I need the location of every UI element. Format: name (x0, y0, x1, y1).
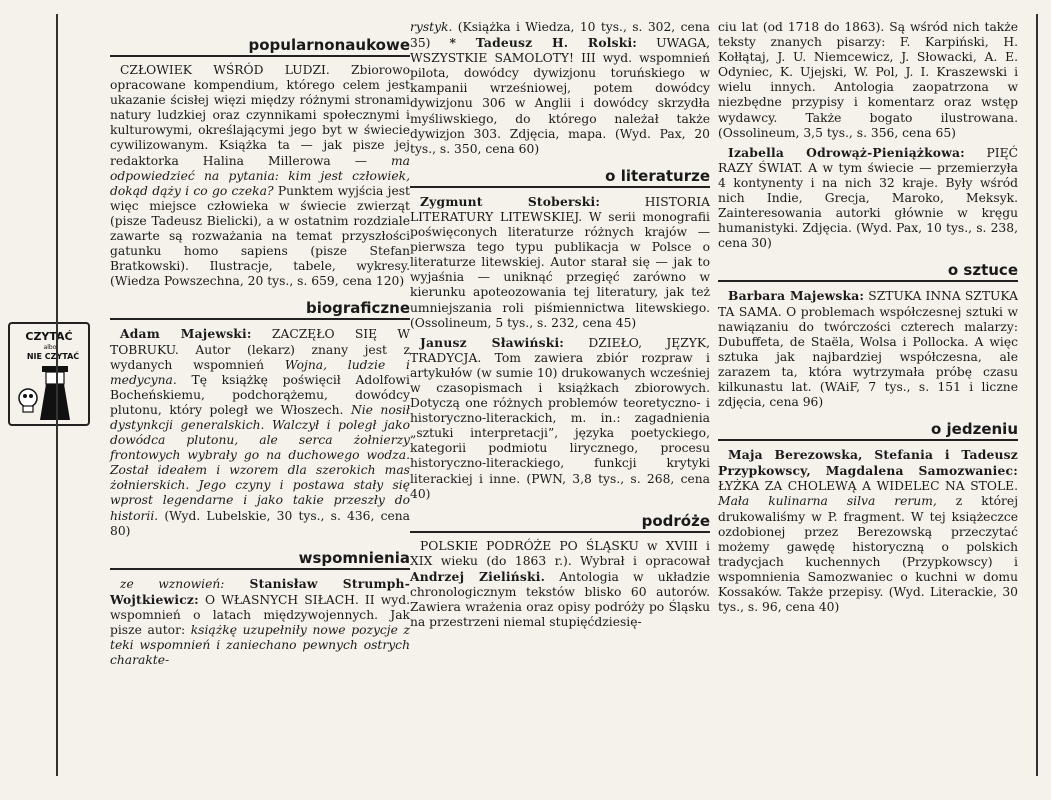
column-2 (410, 20, 710, 630)
column-3 (718, 20, 1018, 615)
section-heading: podróże (410, 512, 710, 533)
column-1 (110, 20, 410, 668)
entry-rolski: rystyk. (Książka i Wiedza, 10 tys., s. 302, cena 35) * Tadeusz H. Rolski: UWAGA, WSZYSTKIE SAMOLOTY! III wyd. wspomnień pilota, dowódcy dywizjonu toruńskiego w kampanii wrześniowej, potem dowódcy dywizjonu 306 w Anglii i dowódcy skrzydła myśliwskiego, do którego należał także dywizjon 303. Zdjęcia, mapa. (Wyd. Pax, 20 tys., s. 350, cena 60) (410, 20, 710, 156)
entry-strumph: ze wznowień: Stanisław Strumph-Wojtkiewicz: O WŁASNYCH SIŁACH. II wyd. wspomnień o latach międzywojennych. Jak pisze autor: książkę uzupełniły nowe pozycje z teki wspomnień i zaniechano pewnych ostrych charakte- (110, 575, 411, 668)
logo-line1: CZYTAĆ (25, 330, 73, 343)
entry-podroze: POLSKIE PODRÓŻE PO ŚLĄSKU w XVIII i XIX wieku (do 1863 r.). Wybrał i opracował Andrzej Zieliński. Antologia w układzie chronologicznym tekstów blisko 60 autorów. Zawiera wrażenia oraz opisy podróży po Śląsku na przestrzeni niemal stupięćdziesię- (410, 538, 710, 630)
section-heading: popularnonaukowe (110, 36, 410, 57)
entry-odrowaz: Izabella Odrowąż-Pieniążkowa: PIĘĆ RAZY ŚWIAT. A w tym świecie — przemierzyła 4 kontynenty i na nich 32 kraje. Były wśród nich Indie, Grecja, Maroko, Meksyk. Zainteresowania autorki głównie w kręgu humanistyki. Zdjęcia. (Wyd. Pax, 10 tys., s. 238, cena 30) (718, 144, 1018, 251)
entry-czlowiek: CZŁOWIEK WŚRÓD LUDZI. Zbiorowo opracowane kompendium, którego celem jest ukazanie ścisłej więzi między różnymi stronami natury ludzkiej oraz czynnikami społecznymi i kulturowymi, określającymi jego byt w świecie cywilizowanym. Książka ta — jak pisze jej redaktorka Halina Millerowa — ma odpowiedzieć na pytania: kim jest człowiek, dokąd dąży i co go czeka? Punktem wyjścia jest więc miejsce człowieka w świecie zwierząt (pisze Tadeusz Bielicki), a w ostatnim rozdziale zawarte są rozważania na temat przyszłości gatunku homo sapiens (pisze Stefan Bratkowski). Ilustracje, tabele, wykresy. (Wiedza Powszechna, 20 tys., s. 659, cena 120) (110, 63, 411, 289)
section-heading: wspomnienia (110, 549, 410, 570)
logo-line3: NIE CZYTAĆ (26, 352, 80, 361)
section-heading: o sztuce (718, 261, 1018, 282)
entry-podroze-cont: ciu lat (od 1718 do 1863). Są wśród nich także teksty znanych pisarzy: F. Karpiński, H. Kołłątaj, J. U. Niemcewicz, J. Słowacki, A. E. Odyniec, K. Ujejski, W. Pol, J. I. Kraszewski i wielu innych. Antologia zaopatrzona w niezbędne przypisy i komentarz oraz wstęp wydawcy. Także bogato ilustrowana. (Ossolineum, 3,5 tys., s. 356, cena 65) (718, 20, 1018, 140)
section-heading: o jedzeniu (718, 420, 1018, 441)
section-heading: o literaturze (410, 167, 710, 188)
entry-majewska: Barbara Majewska: SZTUKA INNA SZTUKA TA SAMA. O problemach współczesnej sztuki w nawiązaniu do twórczości czterech malarzy: Dubuffeta, de Staëla, Wolsa i Pollocka. A więc sztuka jak najbardziej współczesna, ale zarazem ta, która wytrzymała próbę czasu kilkunastu lat. (WAiF, 7 tys., s. 151 i liczne zdjęcia, cena 96) (718, 288, 1018, 410)
entry-berezowska: Maja Berezowska, Stefania i Tadeusz Przypkowscy, Magdalena Samozwaniec: ŁYŻKA ZA CHOLEWĄ A WIDELEC NA STOLE. Mała kulinarna silva rerum, z której drukowaliśmy w P. fragment. W tej książeczce ozdobionej przez Berezowską przeczytać możemy gawędę historyczną o polskich tradycjach kuchennych (Przypkowscy) i wspomnienia Samozwaniec o kuchni w domu Kossaków. Także przepisy. (Wyd. Literackie, 30 tys., s. 96, cena 40) (718, 447, 1019, 615)
entry-majewski: Adam Majewski: ZACZĘŁO SIĘ W TOBRUKU. Autor (lekarz) znany jest z wydanych wspomnień Wojna, ludzie i medycyna. Tę książkę poświęcił Adolfowi Bocheńskiemu, podchorążemu, dowódcy plutonu, który poległ we Włoszech. Nie nosił dystynkcji generalskich. Walczył i poległ jako dowódca plutonu, ale serca żołnierzy frontowych wybrały go na duchowego wodza. Został ideałem i wzorem dla szerokich mas żołnierskich. Jego czyny i postawa stały się wprost legendarne i jako takie przeszły do historii. (Wyd. Lubelskie, 30 tys., s. 436, cena 80) (110, 326, 410, 538)
section-heading: biograficzne (110, 299, 410, 320)
entry-slawinski: Janusz Sławiński: DZIEŁO, JĘZYK, TRADYCJA. Tom zawiera zbiór rozpraw i artykułów (w sumie 10) drukowanych wcześniej w czasopismach i książkach zbiorowych. Dotyczą one różnych problemów teoretyczno- i historyczno-literackich, m. in.: zagadnienia „sztuki interpretacji”, języka poetyckiego, kategorii podmiotu lirycznego, procesu historyczno-literackiego, funkcji krytyki literackiej i inne. (PWN, 3,8 tys., s. 268, cena 40) (410, 334, 711, 501)
entry-stoberski: Zygmunt Stoberski: HISTORIA LITERATURY LITEWSKIEJ. W serii monografii poświęconych literaturze różnych krajów — pierwsza tego typu publikacja w Polsce o literaturze litewskiej. Autor starał się — jak to wyjaśnia — uniknąć przegięć zarówno w kierunku apoteozowania tej literatury, jak też umniejszania roli piśmiennictwa litewskiego. (Ossolineum, 5 tys., s. 232, cena 45) (410, 193, 710, 330)
logo-line2: albo (43, 344, 57, 351)
